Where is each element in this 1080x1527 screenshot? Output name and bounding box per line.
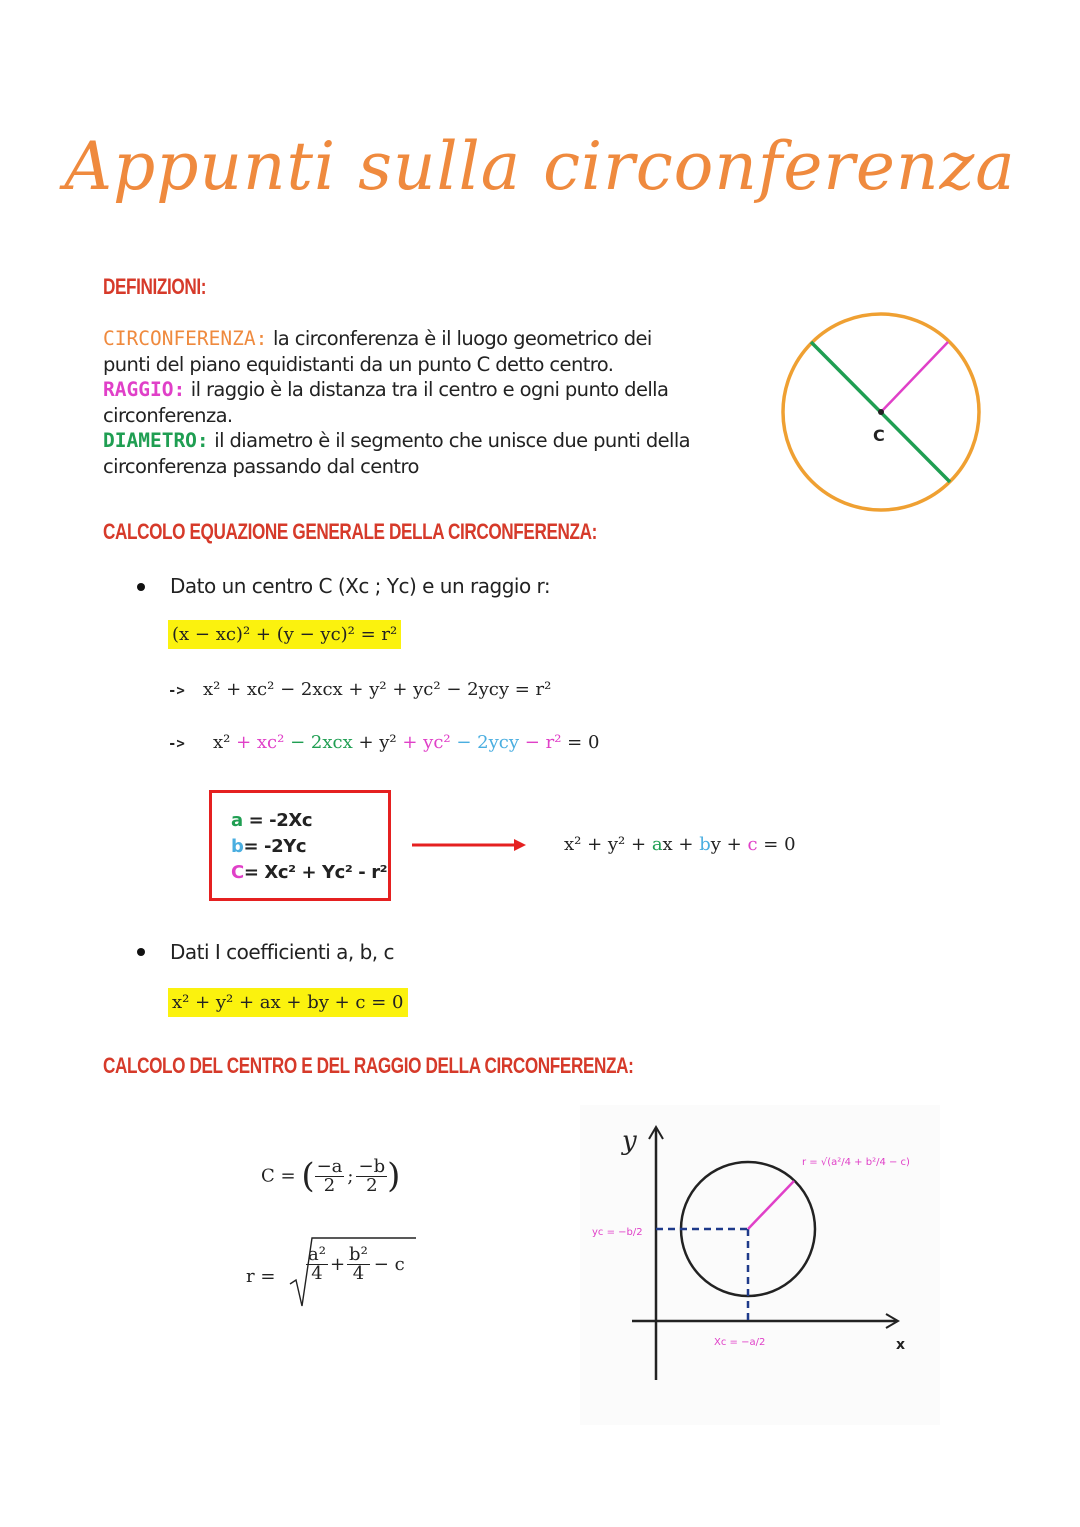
coefficient-b: b= -2Yc bbox=[231, 836, 307, 857]
circle-diagram bbox=[768, 306, 988, 520]
circle-graph bbox=[580, 1105, 940, 1425]
red-arrow-icon bbox=[410, 836, 530, 854]
equation-general-highlight: x² + y² + ax + by + c = 0 bbox=[168, 992, 408, 1013]
radius-formula-body: $\frac{\text{a²}}{4}$ + $\frac{\text{b²}}{4}$ − c bbox=[308, 1244, 405, 1284]
definition-raggio-line2: circonferenza. bbox=[103, 403, 233, 427]
y-axis-label: y bbox=[622, 1126, 637, 1156]
page-title: Appunti sulla circonferenza bbox=[64, 128, 1016, 205]
section-heading-equazione: CALCOLO EQUAZIONE GENERALE DELLA CIRCONFERENZA: bbox=[103, 519, 597, 544]
radius-line bbox=[881, 342, 948, 412]
arrow-step2: -> bbox=[168, 736, 185, 752]
section-heading-definizioni: DEFINIZIONI: bbox=[103, 274, 207, 299]
bullet2-text: Dati I coefficienti a, b, c bbox=[170, 940, 395, 964]
arrow-step1: -> bbox=[168, 683, 185, 699]
x-axis-label: x bbox=[896, 1337, 906, 1353]
bullet-dot bbox=[137, 583, 145, 591]
label-raggio: RAGGIO: bbox=[103, 378, 186, 401]
center-formula: C = ( $\frac{-a}{2}$ ; $\frac{-b}{2}$ ) bbox=[261, 1155, 401, 1196]
label-diametro: DIAMETRO: bbox=[103, 429, 209, 452]
equation-expanded: x² + xc² − 2xcx + y² + yc² − 2ycy = r² bbox=[203, 679, 552, 700]
bullet-dot bbox=[137, 948, 145, 956]
bullet1-text: Dato un centro C (Xc ; Yc) e un raggio r: bbox=[170, 574, 551, 598]
equation-circle-standard: (x − xc)² + (y − yc)² = r² bbox=[168, 624, 401, 645]
definition-circonferenza-line2: punti del piano equidistanti da un punto C detto centro. bbox=[103, 352, 614, 376]
equation-rearranged: x² + xc² − 2xcx + y² + yc² − 2ycy − r² = 0 bbox=[213, 732, 600, 753]
definition-circonferenza-line1: CIRCONFERENZA: la circonferenza è il luogo geometrico dei bbox=[103, 327, 652, 350]
label-circonferenza: CIRCONFERENZA: bbox=[103, 327, 268, 350]
definition-diametro-line2: circonferenza passando dal centro bbox=[103, 454, 419, 478]
center-label: C bbox=[873, 426, 885, 445]
xc-label: Xc = −a/2 bbox=[714, 1337, 766, 1348]
yc-label: yc = −b/2 bbox=[592, 1227, 643, 1238]
definition-diametro-line1: DIAMETRO: il diametro è il segmento che unisce due punti della bbox=[103, 429, 691, 452]
coefficient-c: C= Xc² + Yc² - r² bbox=[231, 862, 388, 883]
definitions-block bbox=[103, 326, 763, 479]
section-heading-centro-raggio: CALCOLO DEL CENTRO E DEL RAGGIO DELLA CIRCONFERENZA: bbox=[103, 1053, 634, 1078]
radius-formula-lhs: r = bbox=[246, 1266, 276, 1287]
general-equation: x² + y² + ax + by + c = 0 bbox=[564, 834, 796, 855]
definition-raggio-line1: RAGGIO: il raggio è la distanza tra il centro e ogni punto della bbox=[103, 378, 669, 401]
coefficient-a: a = -2Xc bbox=[231, 810, 313, 831]
r-label: r = √(a²/4 + b²/4 − c) bbox=[802, 1157, 910, 1168]
center-point bbox=[878, 409, 884, 415]
